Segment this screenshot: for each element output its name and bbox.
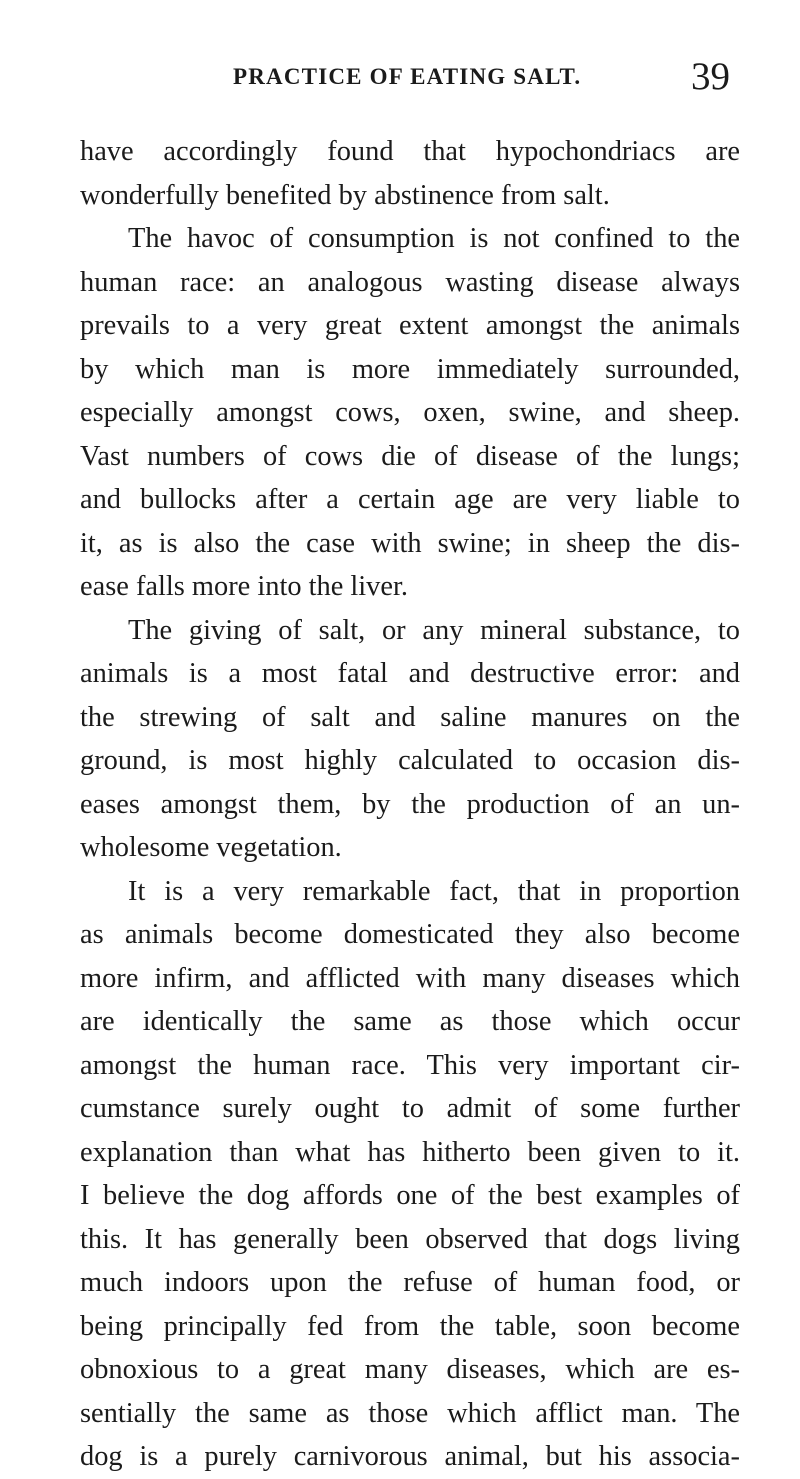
text-line: wonderfully benefited by abstinence from salt. xyxy=(80,179,610,211)
text-line: especially amongst cows, oxen, swine, and sheep. xyxy=(80,397,740,428)
text-line: have accordingly found that hypochondriacs are xyxy=(80,136,740,167)
text-line: ground, is most highly calculated to occasion dis- xyxy=(80,745,740,776)
text-line: and bullocks after a certain age are very liable to xyxy=(80,484,740,515)
text-line: I believe the dog affords one of the best examples of xyxy=(80,1180,740,1211)
text-line: prevails to a very great extent amongst the animals xyxy=(80,310,740,341)
running-head xyxy=(0,55,800,102)
text-line: are identically the same as those which occur xyxy=(80,1006,740,1037)
text-line: by which man is more immediately surrounded, xyxy=(80,353,740,385)
text-line: animals is a most fatal and destructive error: and xyxy=(80,658,740,689)
text-line: cumstance surely ought to admit of some further xyxy=(80,1093,740,1124)
text-line: Vast numbers of cows die of disease of the lungs; xyxy=(80,440,740,472)
text-line: explanation than what has hitherto been given to it. xyxy=(80,1136,740,1168)
text-line: amongst the human race. This very important cir- xyxy=(80,1049,740,1081)
text-line: The havoc of consumption is not confined to the xyxy=(128,223,740,254)
body-text xyxy=(80,130,740,1479)
text-line: The giving of salt, or any mineral substance, to xyxy=(128,614,740,646)
text-line: much indoors upon the refuse of human food, or xyxy=(80,1267,740,1298)
text-line: eases amongst them, by the production of an un- xyxy=(80,788,740,820)
text-line: wholesome vegetation. xyxy=(80,832,342,863)
text-line: more infirm, and afflicted with many diseases which xyxy=(80,962,740,994)
text-line: this. It has generally been observed that dogs living xyxy=(80,1223,740,1255)
text-line: the strewing of salt and saline manures on the xyxy=(80,701,740,733)
page-number: 39 xyxy=(691,55,730,98)
text-line: it, as is also the case with swine; in sheep the dis- xyxy=(80,527,740,559)
text-line: sentially the same as those which afflict man. The xyxy=(80,1397,740,1429)
text-line: obnoxious to a great many diseases, which are es- xyxy=(80,1354,740,1385)
text-line: being principally fed from the table, soon become xyxy=(80,1310,740,1342)
running-title: PRACTICE OF EATING SALT. xyxy=(233,64,582,89)
text-line: ease falls more into the liver. xyxy=(80,571,408,602)
text-line: It is a very remarkable fact, that in proportion xyxy=(128,875,740,907)
text-line: dog is a purely carnivorous animal, but his associa- xyxy=(80,1441,740,1472)
text-line: human race: an analogous wasting disease always xyxy=(80,266,740,298)
text-line: as animals become domesticated they also become xyxy=(80,919,740,950)
